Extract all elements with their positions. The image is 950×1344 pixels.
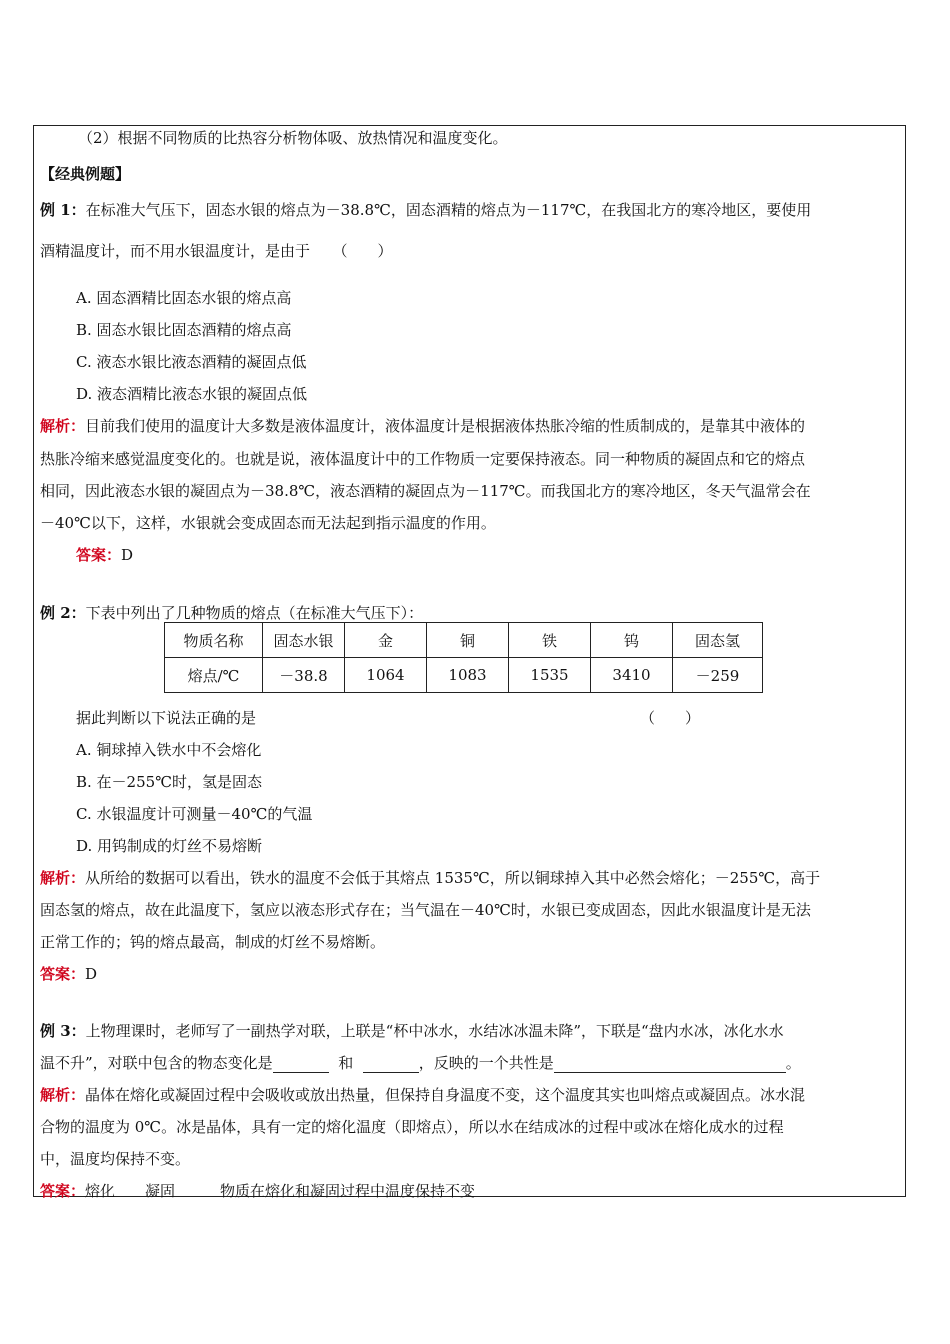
ex1-text: 在标准大气压下，固态水银的熔点为－38.8℃，固态酒精的熔点为－117℃，在我国北方的寒冷地区，要使用 [85,201,812,219]
table-cell: 铜 [427,623,509,658]
ex2-bracket: （ ） [640,709,701,727]
ex3-line2-a: 温不升”，对联中包含的物态变化是 [40,1054,273,1072]
table-cell: 物质名称 [165,623,263,658]
ex2-answer-value: D [85,965,98,983]
blank-3[interactable] [554,1056,786,1073]
ex1-line1 [40,200,811,220]
ex2-analysis-text: 从所给的数据可以看出，铁水的温度不会低于其熔点 1535℃，所以铜球掉入其中必然会熔化；－255℃，高于 [85,869,821,887]
ex3-analysis-line2: 合物的温度为 0℃。冰是晶体，具有一定的熔化温度（即熔点），所以水在结成冰的过程中或冰在熔化成水的过程 [40,1118,784,1136]
blank-1[interactable] [273,1056,329,1073]
ex3-line2 [40,1053,801,1073]
table-row [165,658,763,693]
ex1-option-d: D. 液态酒精比液态水银的凝固点低 [76,385,308,403]
ex3-line2-b: 和 [338,1054,354,1072]
ex3-answer [40,1181,475,1201]
ex1-analysis-line3: 相同，因此液态水银的凝固点为－38.8℃，液态酒精的凝固点为－117℃。而我国北方的寒冷地区，冬天气温常会在 [40,482,811,500]
table-cell: 熔点/℃ [165,658,263,693]
melting-point-table [164,622,763,693]
ex2-answer-label: 答案： [40,965,86,983]
ex1-analysis-line1 [40,416,805,436]
table-cell: 固态水银 [263,623,345,658]
ex1-analysis-line2: 热胀冷缩来感觉温度变化的。也就是说，液体温度计中的工作物质一定要保持液态。同一种物质的凝固点和它的熔点 [40,450,806,468]
blank-2[interactable] [363,1056,419,1073]
table-cell: －38.8 [263,658,345,693]
table-cell: 1083 [427,658,509,693]
ex2-text: 下表中列出了几种物质的熔点（在标准大气压下）： [85,604,424,622]
ex1-label: 例 1： [40,201,86,219]
ex3-line2-end: 。 [785,1054,801,1072]
ex2-option-c: C. 水银温度计可测量－40℃的气温 [76,805,313,823]
table-cell: 固态氢 [673,623,763,658]
ex1-answer-value: D [121,546,134,564]
ex3-line1 [40,1021,784,1041]
ex1-option-a: A. 固态酒精比固态水银的熔点高 [76,289,292,307]
table-cell: 铁 [509,623,591,658]
table-cell: 3410 [591,658,673,693]
ex1-answer-label: 答案： [76,546,122,564]
table-cell: 1535 [509,658,591,693]
ex2-analysis-line3: 正常工作的；钨的熔点最高，制成的灯丝不易熔断。 [40,933,386,951]
ex1-option-c: C. 液态水银比液态酒精的凝固点低 [76,353,307,371]
ex2-label: 例 2： [40,604,86,622]
ex3-text: 上物理课时，老师写了一副热学对联，上联是“杯中冰水，水结冰冰温未降”，下联是“盘内水冰，冰化水水 [85,1022,784,1040]
table-cell: －259 [673,658,763,693]
ex2-line1 [40,603,423,623]
ex3-answer-label: 答案： [40,1182,86,1200]
ex3-label: 例 3： [40,1022,86,1040]
ex1-line2: 酒精温度计，而不用水银温度计，是由于 （ ） [40,242,393,260]
ex1-option-b: B. 固态水银比固态酒精的熔点高 [76,321,292,339]
ex2-analysis-line1 [40,868,820,888]
ex3-line2-c: ，反映的一个共性是 [418,1054,554,1072]
table-cell: 1064 [345,658,427,693]
table-cell: 金 [345,623,427,658]
ex2-answer [40,964,97,984]
ex3-answer-value: 熔化 凝固 物质在熔化和凝固过程中温度保持不变 [85,1182,476,1200]
ex1-answer [76,545,133,565]
section-title: 【经典例题】 [40,165,131,183]
ex1-analysis-text: 目前我们使用的温度计大多数是液体温度计，液体温度计是根据液体热胀冷缩的性质制成的，是靠其中液体的 [85,417,806,435]
intro-line: （2）根据不同物质的比热容分析物体吸、放热情况和温度变化。 [78,129,508,147]
ex1-analysis-line4: －40℃以下，这样，水银就会变成固态而无法起到指示温度的作用。 [40,514,496,532]
ex1-analysis-label: 解析： [40,417,86,435]
ex3-analysis-text: 晶体在熔化或凝固过程中会吸收或放出热量，但保持自身温度不变，这个温度其实也叫熔点或凝固点。冰水混 [85,1086,806,1104]
ex2-analysis-line2: 固态氢的熔点，故在此温度下，氢应以液态形式存在；当气温在－40℃时，水银已变成固态，因此水银温度计是无法 [40,901,811,919]
ex2-option-d: D. 用钨制成的灯丝不易熔断 [76,837,263,855]
ex2-analysis-label: 解析： [40,869,86,887]
ex3-analysis-label: 解析： [40,1086,86,1104]
ex2-question: 据此判断以下说法正确的是 [76,709,257,727]
ex3-analysis-line1 [40,1085,805,1105]
table-cell: 钨 [591,623,673,658]
table-header-row [165,623,763,658]
ex3-analysis-line3: 中，温度均保持不变。 [40,1150,191,1168]
ex2-option-a: A. 铜球掉入铁水中不会熔化 [76,741,262,759]
ex2-option-b: B. 在－255℃时，氢是固态 [76,773,262,791]
